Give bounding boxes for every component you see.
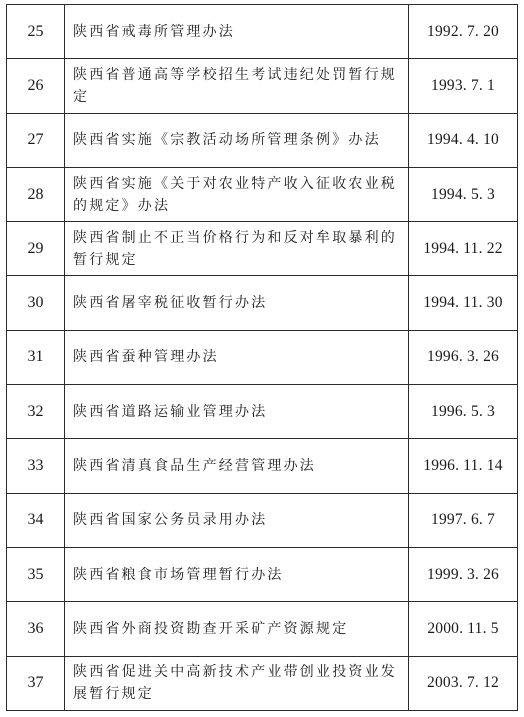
issue-date: 1997. 6. 7 [409, 493, 518, 547]
issue-date: 1999. 3. 26 [409, 547, 518, 601]
issue-date: 1996. 3. 26 [409, 330, 518, 384]
issue-date: 1994. 4. 10 [409, 113, 518, 167]
regulation-title: 陕西省实施《宗教活动场所管理条例》办法 [65, 113, 409, 167]
issue-date: 1996. 11. 14 [409, 439, 518, 493]
row-number: 32 [7, 385, 65, 439]
regulations-table-body [7, 5, 518, 711]
regulations-table [6, 4, 518, 711]
issue-date: 2003. 7. 12 [409, 656, 518, 710]
row-number: 37 [7, 656, 65, 710]
table-row [7, 59, 518, 113]
issue-date: 1992. 7. 20 [409, 5, 518, 59]
table-row [7, 439, 518, 493]
row-number: 28 [7, 167, 65, 221]
table-row [7, 222, 518, 276]
issue-date: 1993. 7. 1 [409, 59, 518, 113]
table-row [7, 602, 518, 656]
table-row [7, 5, 518, 59]
row-number: 33 [7, 439, 65, 493]
row-number: 35 [7, 547, 65, 601]
table-row [7, 493, 518, 547]
regulation-title: 陕西省清真食品生产经营管理办法 [65, 439, 409, 493]
table-row [7, 330, 518, 384]
table-row [7, 656, 518, 710]
row-number: 36 [7, 602, 65, 656]
regulation-title: 陕西省戒毒所管理办法 [65, 5, 409, 59]
regulation-title: 陕西省外商投资勘查开采矿产资源规定 [65, 602, 409, 656]
regulation-title: 陕西省促进关中高新技术产业带创业投资业发展暂行规定 [65, 656, 409, 710]
regulation-title: 陕西省蚕种管理办法 [65, 330, 409, 384]
regulation-title: 陕西省实施《关于对农业特产收入征收农业税的规定》办法 [65, 167, 409, 221]
regulation-title: 陕西省屠宰税征收暂行办法 [65, 276, 409, 330]
issue-date: 1996. 5. 3 [409, 385, 518, 439]
row-number: 30 [7, 276, 65, 330]
issue-date: 2000. 11. 5 [409, 602, 518, 656]
regulation-title: 陕西省制止不正当价格行为和反对牟取暴利的暂行规定 [65, 222, 409, 276]
table-row [7, 547, 518, 601]
regulation-title: 陕西省粮食市场管理暂行办法 [65, 547, 409, 601]
table-row [7, 276, 518, 330]
issue-date: 1994. 5. 3 [409, 167, 518, 221]
row-number: 31 [7, 330, 65, 384]
issue-date: 1994. 11. 30 [409, 276, 518, 330]
regulation-title: 陕西省普通高等学校招生考试违纪处罚暂行规定 [65, 59, 409, 113]
issue-date: 1994. 11. 22 [409, 222, 518, 276]
table-row [7, 167, 518, 221]
regulation-title: 陕西省道路运输业管理办法 [65, 385, 409, 439]
table-row [7, 113, 518, 167]
row-number: 29 [7, 222, 65, 276]
row-number: 25 [7, 5, 65, 59]
row-number: 26 [7, 59, 65, 113]
table-row [7, 385, 518, 439]
row-number: 27 [7, 113, 65, 167]
regulation-title: 陕西省国家公务员录用办法 [65, 493, 409, 547]
row-number: 34 [7, 493, 65, 547]
